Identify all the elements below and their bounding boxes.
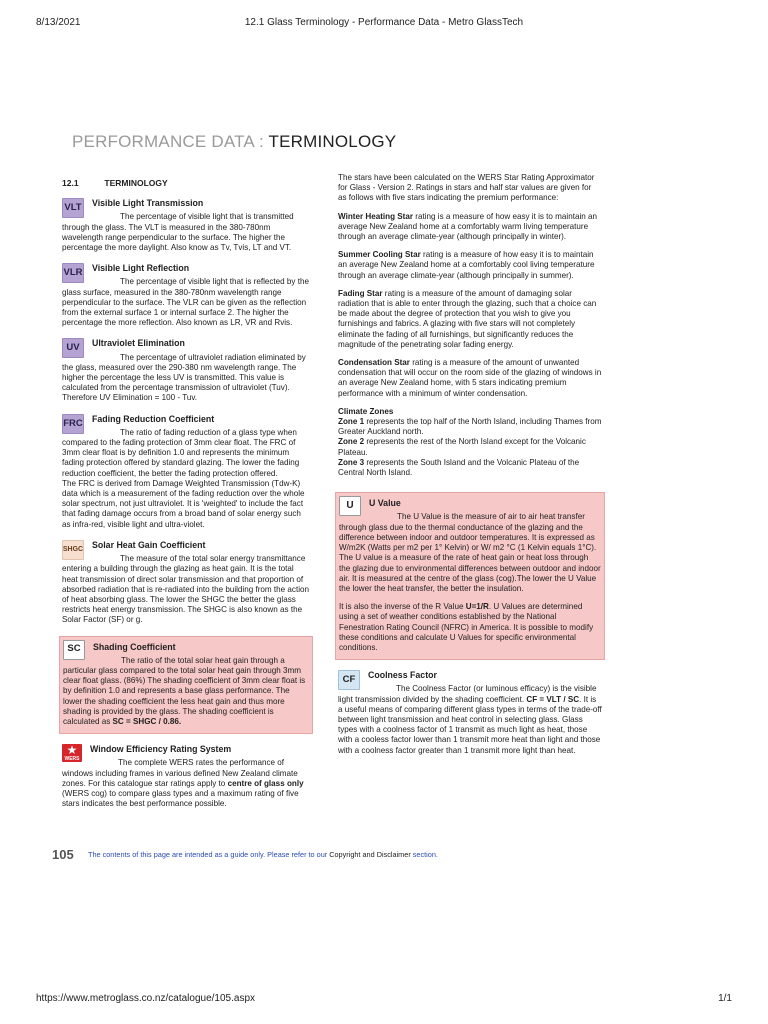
print-date: 8/13/2021 (36, 17, 81, 28)
entry-text (62, 755, 310, 809)
uv-icon: UV (62, 338, 84, 358)
entry-text: The FRC is derived from Damage Weighted Transmission (Tdw-K) data which is a measurement of the fading reduction over the whole solar spectrum, not just ultraviolet. It is 'weighted' to include the fact that fading damage occurs from a broad band of solar energy such as infra-red, visible light and ultra-violet. (62, 478, 305, 529)
page-title-main: TERMINOLOGY (268, 132, 397, 151)
summer-text: rating is a measure of how easy it is to maintain an average New Zealand home at a comfortably cool living temperature through an average climate-year (although principally in summer). (338, 250, 595, 280)
entry-text-bold: U=1/R (465, 602, 489, 612)
entry-text: The percentage of ultraviolet radiation eliminated by the glass, measured over the 290-380 nm wavelength range. The higher the percentage the less UV is transmitted. This value is calculated from the percentage transmission of ultraviolet (Tuv). Therefore UV Elimination = 100 - Tuv. (62, 352, 306, 403)
entry-title: Visible Light Transmission (92, 198, 204, 209)
entry-title: Window Efficiency Rating System (90, 744, 232, 755)
zone-term: Zone 2 (338, 437, 365, 447)
entry-text: The percentage of visible light that is reflected by the glass surface, measured in the 380-780nm wavelength range perpendicular to the surface. The VLR can be given as the reflection from the external surface 1 or internal surface 2. The higher the percentage the more reflection. Also known as LR, VR and Rvis. (62, 277, 309, 328)
entry-text-bold: CF = VLT / SC (526, 694, 580, 704)
entry-sc (59, 636, 313, 735)
condensation-star-para (338, 358, 602, 399)
entry-vlr (62, 263, 310, 328)
entry-u-value (335, 492, 605, 660)
zone-term: Zone 1 (338, 417, 365, 427)
entry-title: Coolness Factor (368, 670, 437, 681)
zone-term: Zone 3 (338, 457, 365, 467)
entry-formula: SC = SHGC / 0.86. (112, 716, 182, 726)
entry-text (338, 684, 602, 755)
zone-1 (338, 417, 602, 437)
entry-text: The measure of the total solar energy transmittance entering a building through the glazing as heat gain. It is the total heat transmission of direct solar transmission and that proportion of absorbed radiation that is re-radiated into the building from the action of heat absorbing glass. The lower the SHGC the better the glass restricts heat energy transmission. The SHGC is also known as the Solar Factor (SF) or g. (62, 554, 310, 625)
entry-text: The ratio of fading reduction of a glass type when compared to the fading protection of 3mm clear float. The FRC of 3mm clear float is by definition 1.0 and represents the minimum fading protection offered by standard glazing. The lower the fading reduction coefficient, the better the fading protection offered. (62, 427, 300, 478)
print-title: 12.1 Glass Terminology - Performance Data - Metro GlassTech (244, 17, 524, 28)
shgc-icon: SHGC (62, 540, 84, 560)
climate-heading: Climate Zones (338, 406, 394, 416)
zone-3 (338, 458, 602, 478)
wers-badge-text: WERS (64, 755, 80, 762)
entry-title: Solar Heat Gain Coefficient (92, 539, 206, 550)
entry-text: The U Value is the measure of air to air heat transfer through glass due to the thermal conductance of the glazing and the difference between indoor and outdoor temperatures. It is expressed as W/m2K (Watts per m2 per 1° Kelvin) or W/ m2 °C (1 Kelvin equals 1°C). The U value is a measure of the rate of heat gain or heat loss through the glazing due to environmental differences between outdoor and indoor air. It is measured at the centre of the glass (cog).The lower the U Value the lower the heat transfer, the better the insulation. (339, 512, 601, 593)
winter-star-para (338, 212, 602, 243)
page-title (72, 132, 396, 152)
disclaimer (88, 850, 438, 859)
entry-text-a: It is also the inverse of the R Value (339, 602, 466, 612)
section-number: 12.1 (62, 178, 79, 188)
copyright-link[interactable]: Copyright and Disclaimer (329, 850, 411, 859)
wers-star-icon (62, 744, 82, 762)
entry-text-b: . U Values are determined using a set of weather conditions established by the National Fenestration Rating Council (NFRC) in America. It is possible to modify these conditions and calculate U Values for specific environmental conditions. (339, 602, 594, 652)
entry-uv (62, 338, 310, 403)
section-title: TERMINOLOGY (104, 178, 168, 188)
frc-icon: FRC (62, 414, 84, 434)
summer-star-para (338, 250, 602, 281)
zone-2 (338, 437, 602, 457)
entry-text-a: The Coolness Factor (or luminous efficacy) is the visible light transmission divided by the shading coefficient. (338, 684, 597, 704)
cf-icon: CF (338, 670, 360, 690)
wers-intro: The stars have been calculated on the WERS Star Rating Approximator for Glass - Version 2. Ratings in stars and half star values are given for as follows with five stars indicating the premium performance: (338, 173, 595, 203)
fading-term: Fading Star (338, 288, 383, 298)
entry-title: Visible Light Reflection (92, 263, 190, 274)
disclaimer-text: The contents of this page are intended as a guide only. Please refer to our (88, 850, 330, 859)
summer-term: Summer Cooling Star (338, 250, 421, 260)
entry-title: U Value (369, 498, 401, 509)
entry-shgc (62, 540, 310, 626)
winter-term: Winter Heating Star (338, 211, 414, 221)
section-heading (62, 178, 310, 188)
sc-icon: SC (63, 640, 85, 660)
star-icon: ★ (66, 742, 78, 757)
vlr-icon: VLR (62, 263, 84, 283)
page-number: 105 (52, 847, 74, 862)
winter-text: rating is a measure of how easy it is to maintain an average New Zealand home at a comfortably warm living temperature through an average climate-year (although principally in winter). (338, 211, 598, 242)
entry-wers (62, 744, 310, 809)
condensation-text: rating is a measure of the amount of unwanted condensation that will occur on the room side of the glazing of windows in an average New Zealand home, with 5 stars indicating premium performance with a minimum of winter condensation. (338, 358, 602, 398)
entry-text (63, 656, 309, 727)
fading-text: rating is a measure of the amount of damaging solar radiation that is able to enter through the glazing, such that a choice can be made about the degree of protection that you wish to give you furnishings and fabrics. A glazing with five stars will not completely eliminate the fading of all furnishings, but significantly reduces the magnitude of the penetrating solar fading energy. (338, 288, 597, 349)
entry-text (339, 602, 601, 653)
climate-zones (338, 407, 602, 478)
zone-text: represents the rest of the North Island except for the Volcanic Plateau. (338, 437, 586, 457)
print-page: 1/1 (718, 993, 732, 1004)
print-url: https://www.metroglass.co.nz/catalogue/105.aspx (36, 993, 256, 1004)
entry-text-b: . It is a useful means of comparing different glass types in terms of the trade-off between light transmission and heat control in selecting glass. Glass types with a coolness factor of 1 transmit as much light as heat, those with a cooless factor lower than 1 transmit more heat than light and those with a coolness factor greater than 1 transmit more light than heat. (338, 694, 602, 755)
right-column (338, 173, 602, 766)
entry-coolness (338, 670, 602, 756)
entry-title: Fading Reduction Coefficient (92, 413, 215, 424)
entry-vlt (62, 198, 310, 253)
entry-frc (62, 414, 310, 530)
condensation-term: Condensation Star (338, 358, 410, 368)
entry-text-main: The ratio of the total solar heat gain through a particular glass compared to the total solar heat gain through 3mm clear float glass. (86%) The shading coefficient of 3mm clear float is by definition 1.0 and represents a base glass performance. The lower the shading coefficient the less heat gain and thus more shading is provided by the glass. The shading coefficient is calculated as (63, 655, 306, 726)
entry-text-a: The complete WERS rates the performance of windows including frames in various defined New Zealand climate zones. For this catalogue star ratings apply to (62, 758, 298, 788)
left-column (62, 178, 310, 819)
fading-star-para (338, 289, 602, 350)
entry-text-bold: centre of glass only (227, 778, 304, 788)
zone-text: represents the top half of the North Island, including Thames from Greater Auckland north. (338, 417, 602, 437)
entry-text-b: (WERS cog) to compare glass types and a maximum rating of five stars indicates the best performance possible. (62, 788, 299, 809)
zone-text: represents the South Island and the Volcanic Plateau of the Central North Island. (338, 457, 580, 478)
entry-text: The percentage of visible light that is transmitted through the glass. The VLT is measured in the 380-780nm wavelength range perpendicular to the surface. The higher the percentage the more daylight. Also know as Tv, Tvis, LT and VT. (62, 212, 294, 253)
u-value-icon: U (339, 496, 361, 516)
entry-title: Ultraviolet Elimination (92, 338, 185, 349)
disclaimer-text-end: section. (410, 850, 438, 859)
vlt-icon: VLT (62, 198, 84, 218)
page-title-prefix: PERFORMANCE DATA : (72, 132, 269, 151)
entry-title: Shading Coefficient (93, 641, 176, 652)
